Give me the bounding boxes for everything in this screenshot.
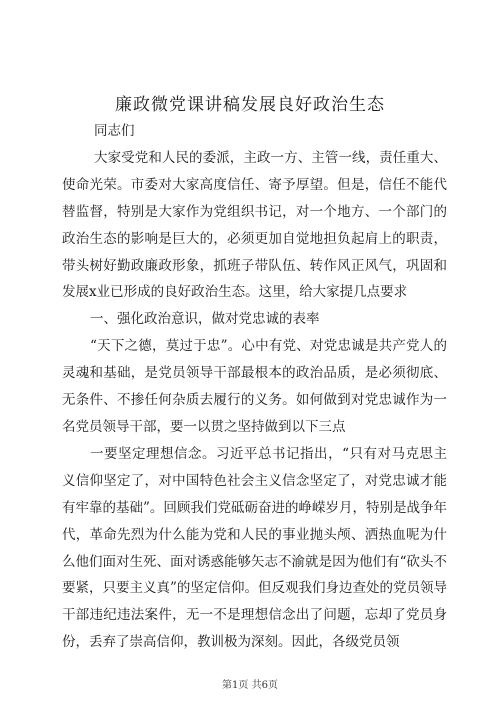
section-heading: 一、强化政治意识，做对党忠诚的表率 [90,311,320,328]
document-title: 廉政微党课讲稿发展良好政治生态 [115,95,385,115]
greeting: 同志们 [94,123,135,139]
page-footer: 第1页 共6页 [222,680,278,691]
document-body [62,118,447,656]
paragraph: “天下之德，莫过于忠”。心中有党、对党忠诚是共产党人的灵魂和基础，是党员领导干部最根本的政治品质，是必须彻底、无条件、不掺任何杂质去履行的义务。如何做到对党忠诚作为一名党员领导干部，要一以贯之坚持做到以下三点 [62,338,447,435]
paragraph: 大家受党和人民的委派，主政一方、主管一线，责任重大、使命光荣。市委对大家高度信任、寄予厚望。但是，信任不能代替监督，特别是大家作为党组织书记，对一个地方、一个部门的政治生态的影响是巨大的，必须更加自觉地担负起肩上的职责，带头树好勤政廉政形象，抓班子带队伍、转作风正风气，巩固和发展x业已形成的良好政治生态。这里，给大家提几点要求 [62,149,447,301]
paragraph: 一要坚定理想信念。习近平总书记指出，“只有对马克思主义信仰坚定了，对中国特色社会主义信念坚定了，对党忠诚才能有牢靠的基础”。回顾我们党砥砺奋进的峥嵘岁月，特别是战争年代，革命先烈为什么能为党和人民的事业抛头颅、洒热血呢为什么他们面对生死、面对诱惑能够矢志不渝就是因为他们有“砍头不要紧，只要主义真”的坚定信仰。但反观我们身边查处的党员领导干部违纪违法案件，无一不是理想信念出了问题，忘却了党员身份，丢弃了崇高信仰，教训极为深刻。因此，各级党员领 [62,445,447,651]
